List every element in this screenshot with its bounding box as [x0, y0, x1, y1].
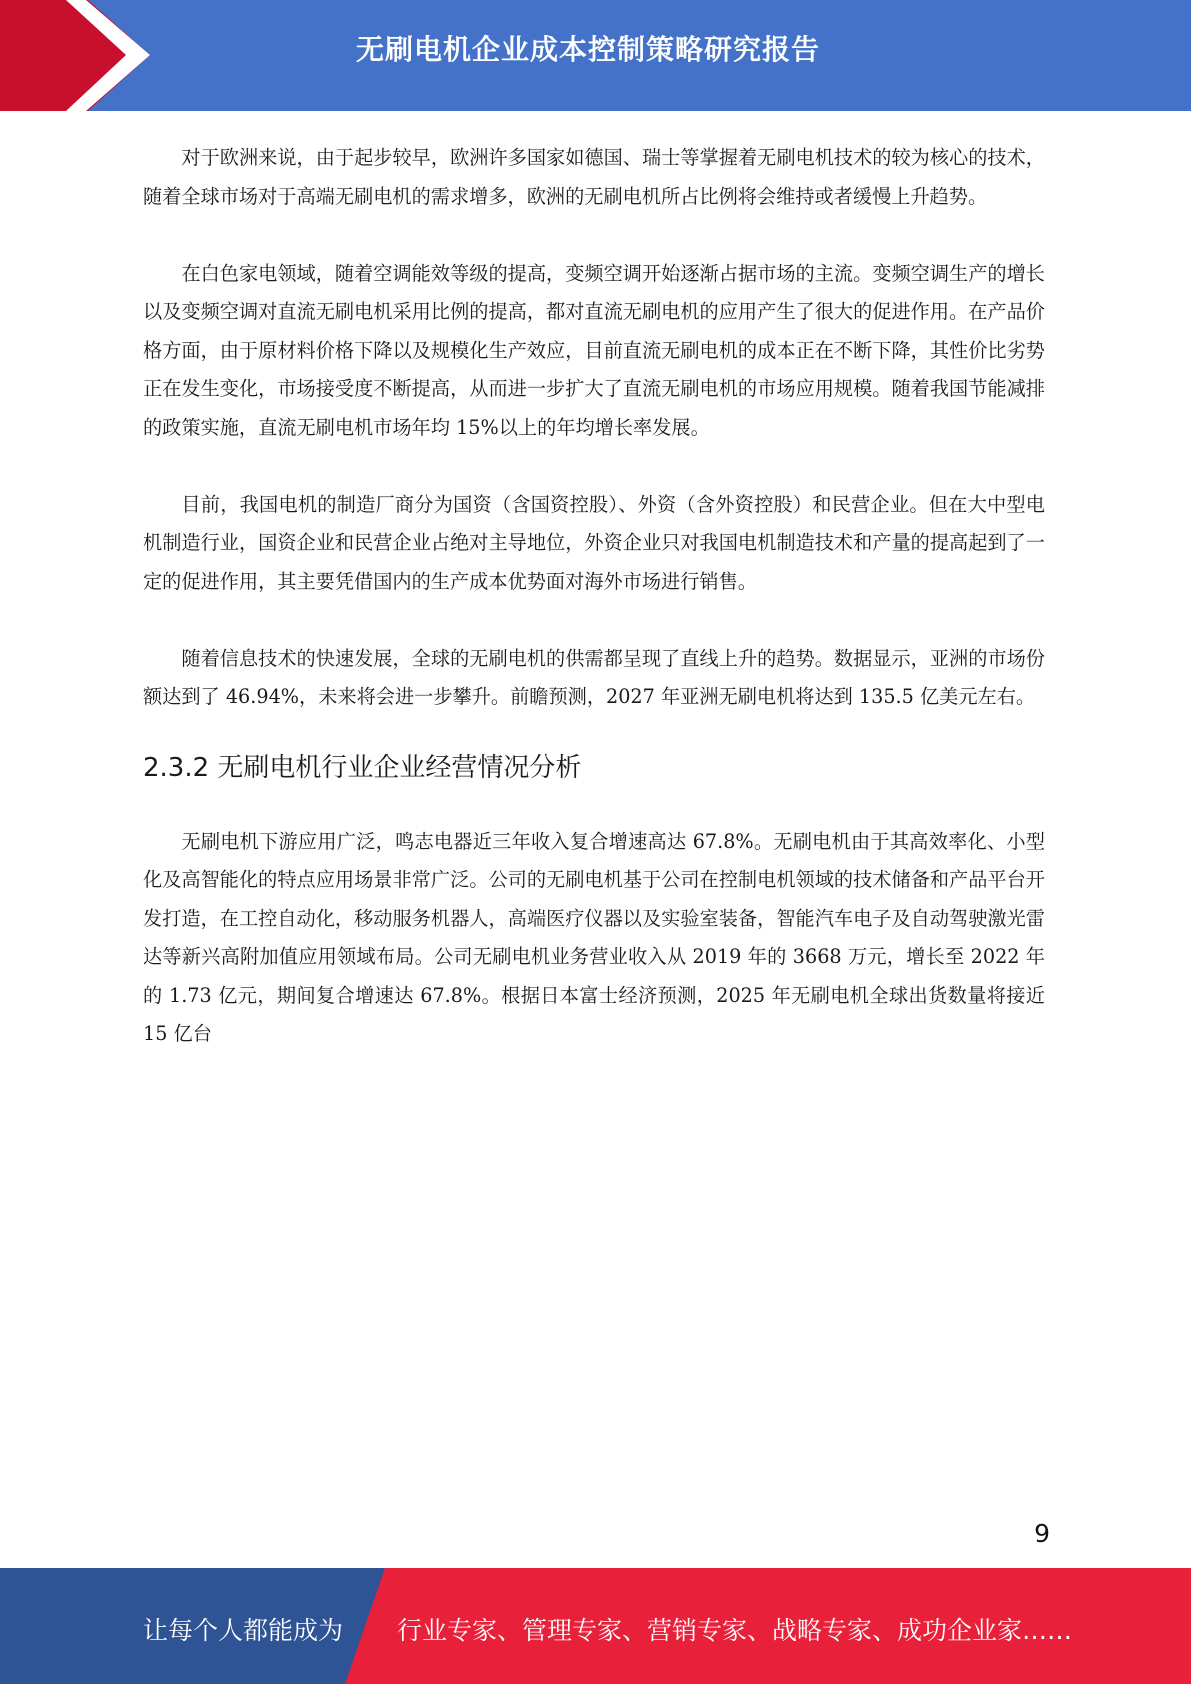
paragraph-asia-market: 随着信息技术的快速发展，全球的无刷电机的供需都呈现了直线上升的趋势。数据显示，亚洲的市场份额达到了 46.94%，未来将会进一步攀升。前瞻预测，2027 年亚洲无刷电机将达到 135.5 亿美元左右。 [143, 646, 1045, 708]
footer-slogan-right: 行业专家、管理专家、营销专家、战略专家、成功企业家…… [397, 1616, 1073, 1645]
page-number: 9 [1034, 1519, 1050, 1548]
paragraph-business-analysis: 无刷电机下游应用广泛，鸣志电器近三年收入复合增速高达 67.8%。无刷电机由于其高效率化、小型化及高智能化的特点应用场景非常广泛。公司的无刷电机基于公司在控制电机领域的技术储备和产品平台开发打造，在工控自动化，移动服务机器人，高端医疗仪器以及实验室装备，智能汽车电子及自动驾驶激光雷达等新兴高附加值应用领域布局。公司无刷电机业务营业收入从 2019 年的 3668 万元，增长至 2022 年的 1.73 亿元，期间复合增速达 67.8%。根据日本富士经济预测，2025 年无刷电机全球出货数量将接近 15 亿台 [143, 829, 1045, 1045]
paragraph-europe: 对于欧洲来说，由于起步较早，欧洲许多国家如德国、瑞士等掌握着无刷电机技术的较为核心的技术，随着全球市场对于高端无刷电机的需求增多，欧洲的无刷电机所占比例将会维持或者缓慢上升趋势。 [143, 146, 1045, 208]
section-heading: 2.3.2 无刷电机行业企业经营情况分析 [143, 752, 582, 783]
page-content [143, 139, 1045, 1054]
page-footer [0, 1568, 1191, 1684]
report-title: 无刷电机企业成本控制策略研究报告 [356, 33, 821, 66]
paragraph-appliance: 在白色家电领域，随着空调能效等级的提高，变频空调开始逐渐占据市场的主流。变频空调生产的增长以及变频空调对直流无刷电机采用比例的提高，都对直流无刷电机的应用产生了很大的促进作用。在产品价格方面，由于原材料价格下降以及规模化生产效应，目前直流无刷电机的成本正在不断下降，其性价比劣势正在发生变化，市场接受度不断提高，从而进一步扩大了直流无刷电机的市场应用规模。随着我国节能减排的政策实施，直流无刷电机市场年均 15%以上的年均增长率发展。 [143, 261, 1045, 439]
footer-slogan-left: 让每个人都能成为 [143, 1616, 344, 1645]
page-header [0, 0, 1191, 111]
paragraph-manufacturers: 目前，我国电机的制造厂商分为国资（含国资控股）、外资（含外资控股）和民营企业。但在大中型电机制造行业，国资企业和民营企业占绝对主导地位，外资企业只对我国电机制造技术和产量的提高起到了一定的促进作用，其主要凭借国内的生产成本优势面对海外市场进行销售。 [143, 492, 1045, 593]
